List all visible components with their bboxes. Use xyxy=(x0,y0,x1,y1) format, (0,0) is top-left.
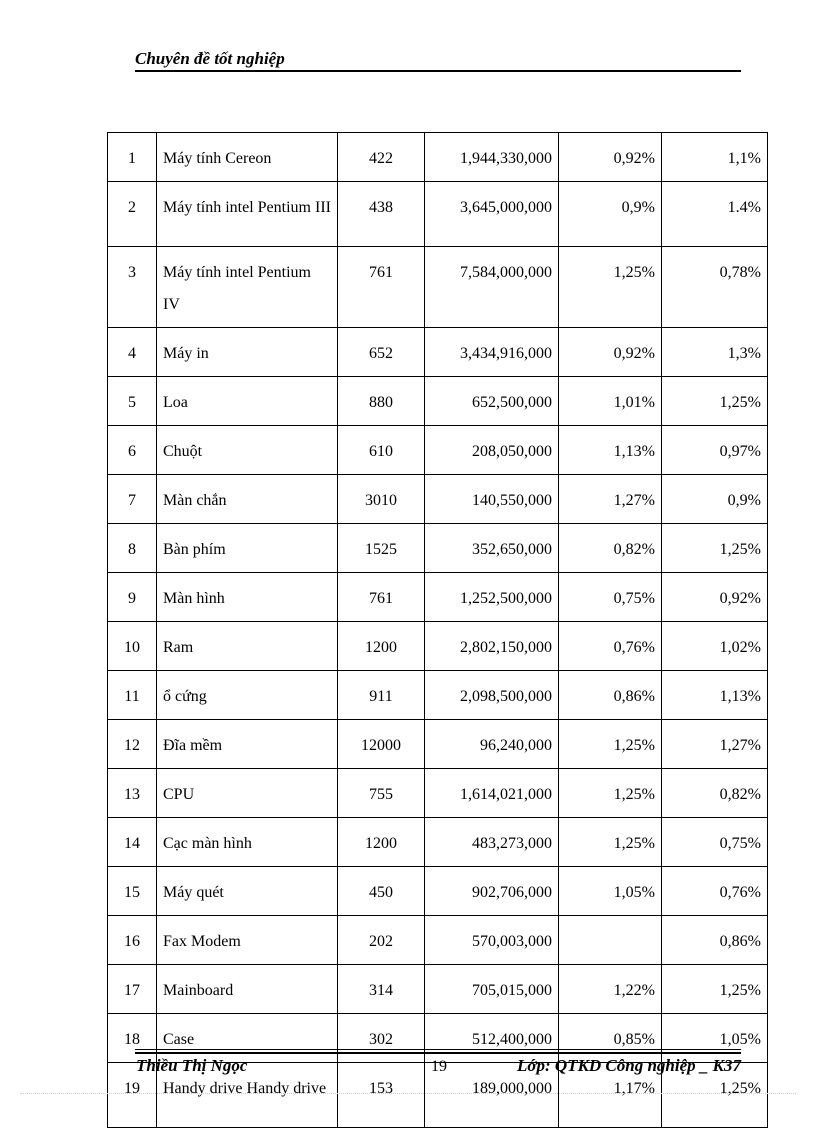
product-name-cell: Mainboard xyxy=(157,965,338,1014)
header-rule xyxy=(135,70,741,72)
percent-cell-2: 1,13% xyxy=(662,671,768,720)
value-cell: 1,944,330,000 xyxy=(425,133,559,182)
product-name-cell: Máy tính intel Pentium III xyxy=(157,182,338,247)
product-name-cell: Màn chắn xyxy=(157,475,338,524)
product-name-cell: Bàn phím xyxy=(157,524,338,573)
percent-cell-1: 0,82% xyxy=(559,524,662,573)
percent-cell-2: 0,9% xyxy=(662,475,768,524)
table-row xyxy=(108,769,768,818)
value-cell: 2,802,150,000 xyxy=(425,622,559,671)
table-row xyxy=(108,916,768,965)
row-number-cell: 7 xyxy=(108,475,157,524)
quantity-cell: 610 xyxy=(338,426,425,475)
quantity-cell: 153 xyxy=(338,1063,425,1128)
product-name-cell: Chuột xyxy=(157,426,338,475)
percent-cell-1: 0,92% xyxy=(559,328,662,377)
quantity-cell: 1200 xyxy=(338,818,425,867)
percent-cell-2: 1,1% xyxy=(662,133,768,182)
footer-rule-thick xyxy=(135,1052,741,1054)
page-header-title: Chuyên đề tốt nghiệp xyxy=(135,49,285,68)
quantity-cell: 12000 xyxy=(338,720,425,769)
product-name-cell: Máy tính Cereon xyxy=(157,133,338,182)
value-cell: 2,098,500,000 xyxy=(425,671,559,720)
percent-cell-1: 0,9% xyxy=(559,182,662,247)
percent-cell-1: 1,22% xyxy=(559,965,662,1014)
value-cell: 140,550,000 xyxy=(425,475,559,524)
percent-cell-1: 0,85% xyxy=(559,1014,662,1063)
product-name-cell: Máy tính intel Pentium IV xyxy=(157,247,338,328)
table-row xyxy=(108,377,768,426)
quantity-cell: 880 xyxy=(338,377,425,426)
quantity-cell: 302 xyxy=(338,1014,425,1063)
table-row xyxy=(108,133,768,182)
percent-cell-1: 1,05% xyxy=(559,867,662,916)
percent-cell-2: 1,25% xyxy=(662,524,768,573)
row-number-cell: 13 xyxy=(108,769,157,818)
percent-cell-1: 1,27% xyxy=(559,475,662,524)
quantity-cell: 761 xyxy=(338,573,425,622)
percent-cell-1: 0,92% xyxy=(559,133,662,182)
row-number-cell: 2 xyxy=(108,182,157,247)
table-row xyxy=(108,965,768,1014)
row-number-cell: 16 xyxy=(108,916,157,965)
value-cell: 3,434,916,000 xyxy=(425,328,559,377)
product-name-cell: Màn hình xyxy=(157,573,338,622)
page-bottom-dotted-line xyxy=(20,1093,796,1094)
table-row xyxy=(108,426,768,475)
percent-cell-2: 1.4% xyxy=(662,182,768,247)
percent-cell-2: 1,25% xyxy=(662,1063,768,1128)
percent-cell-2: 1,25% xyxy=(662,965,768,1014)
percent-cell-1 xyxy=(559,916,662,965)
row-number-cell: 10 xyxy=(108,622,157,671)
product-name-cell: CPU xyxy=(157,769,338,818)
quantity-cell: 911 xyxy=(338,671,425,720)
quantity-cell: 314 xyxy=(338,965,425,1014)
quantity-cell: 422 xyxy=(338,133,425,182)
table-row xyxy=(108,328,768,377)
quantity-cell: 755 xyxy=(338,769,425,818)
percent-cell-1: 1,17% xyxy=(559,1063,662,1128)
row-number-cell: 4 xyxy=(108,328,157,377)
product-name-cell: Đĩa mềm xyxy=(157,720,338,769)
table-row xyxy=(108,867,768,916)
row-number-cell: 17 xyxy=(108,965,157,1014)
percent-cell-1: 1,25% xyxy=(559,769,662,818)
product-name-cell: Máy in xyxy=(157,328,338,377)
percent-cell-2: 1,05% xyxy=(662,1014,768,1063)
row-number-cell: 14 xyxy=(108,818,157,867)
footer-rule xyxy=(135,1049,741,1050)
value-cell: 352,650,000 xyxy=(425,524,559,573)
row-number-cell: 15 xyxy=(108,867,157,916)
value-cell: 96,240,000 xyxy=(425,720,559,769)
row-number-cell: 12 xyxy=(108,720,157,769)
table-row xyxy=(108,182,768,247)
product-name-cell: Loa xyxy=(157,377,338,426)
percent-cell-1: 0,75% xyxy=(559,573,662,622)
quantity-cell: 1525 xyxy=(338,524,425,573)
percent-cell-2: 0,92% xyxy=(662,573,768,622)
table-row xyxy=(108,524,768,573)
percent-cell-2: 1,02% xyxy=(662,622,768,671)
row-number-cell: 11 xyxy=(108,671,157,720)
footer-author: Thiều Thị Ngọc xyxy=(136,1056,248,1075)
value-cell: 1,614,021,000 xyxy=(425,769,559,818)
product-name-cell: Ram xyxy=(157,622,338,671)
percent-cell-2: 0,76% xyxy=(662,867,768,916)
percent-cell-1: 1,25% xyxy=(559,818,662,867)
percent-cell-2: 1,3% xyxy=(662,328,768,377)
percent-cell-2: 0,86% xyxy=(662,916,768,965)
percent-cell-2: 0,75% xyxy=(662,818,768,867)
percent-cell-1: 0,86% xyxy=(559,671,662,720)
value-cell: 189,000,000 xyxy=(425,1063,559,1128)
quantity-cell: 202 xyxy=(338,916,425,965)
percent-cell-2: 0,82% xyxy=(662,769,768,818)
page-number: 19 xyxy=(431,1058,447,1075)
row-number-cell: 1 xyxy=(108,133,157,182)
product-name-cell: Handy drive Handy drive xyxy=(157,1063,338,1128)
table-row xyxy=(108,818,768,867)
quantity-cell: 1200 xyxy=(338,622,425,671)
row-number-cell: 19 xyxy=(108,1063,157,1128)
value-cell: 570,003,000 xyxy=(425,916,559,965)
value-cell: 512,400,000 xyxy=(425,1014,559,1063)
quantity-cell: 652 xyxy=(338,328,425,377)
product-name-cell: Cạc màn hình xyxy=(157,818,338,867)
value-cell: 7,584,000,000 xyxy=(425,247,559,328)
product-name-cell: Máy quét xyxy=(157,867,338,916)
percent-cell-1: 1,25% xyxy=(559,247,662,328)
row-number-cell: 6 xyxy=(108,426,157,475)
percent-cell-1: 1,13% xyxy=(559,426,662,475)
row-number-cell: 9 xyxy=(108,573,157,622)
value-cell: 208,050,000 xyxy=(425,426,559,475)
footer-class-label: Lớp: QTKD Công nghiệp _ K37 xyxy=(516,1056,741,1075)
value-cell: 3,645,000,000 xyxy=(425,182,559,247)
table-row xyxy=(108,720,768,769)
percent-cell-2: 0,97% xyxy=(662,426,768,475)
value-cell: 483,273,000 xyxy=(425,818,559,867)
value-cell: 705,015,000 xyxy=(425,965,559,1014)
value-cell: 902,706,000 xyxy=(425,867,559,916)
percent-cell-1: 0,76% xyxy=(559,622,662,671)
product-name-cell: ổ cứng xyxy=(157,671,338,720)
quantity-cell: 761 xyxy=(338,247,425,328)
percent-cell-2: 1,25% xyxy=(662,377,768,426)
row-number-cell: 3 xyxy=(108,247,157,328)
row-number-cell: 5 xyxy=(108,377,157,426)
quantity-cell: 3010 xyxy=(338,475,425,524)
product-table xyxy=(107,132,768,1128)
quantity-cell: 438 xyxy=(338,182,425,247)
value-cell: 652,500,000 xyxy=(425,377,559,426)
product-table-body xyxy=(108,133,768,1128)
value-cell: 1,252,500,000 xyxy=(425,573,559,622)
quantity-cell: 450 xyxy=(338,867,425,916)
product-name-cell: Fax Modem xyxy=(157,916,338,965)
percent-cell-2: 0,78% xyxy=(662,247,768,328)
table-row xyxy=(108,475,768,524)
product-name-cell: Case xyxy=(157,1014,338,1063)
table-row xyxy=(108,573,768,622)
percent-cell-1: 1,25% xyxy=(559,720,662,769)
percent-cell-2: 1,27% xyxy=(662,720,768,769)
row-number-cell: 18 xyxy=(108,1014,157,1063)
table-row xyxy=(108,247,768,328)
table-row xyxy=(108,671,768,720)
table-row xyxy=(108,622,768,671)
percent-cell-1: 1,01% xyxy=(559,377,662,426)
row-number-cell: 8 xyxy=(108,524,157,573)
